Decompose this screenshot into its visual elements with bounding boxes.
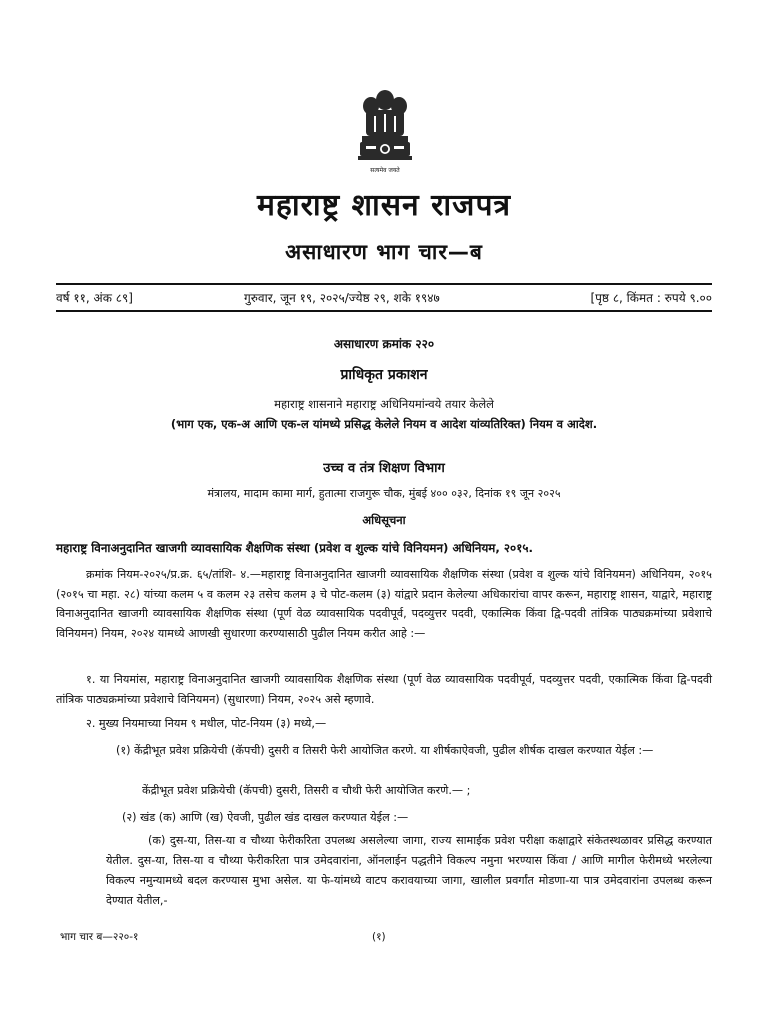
pages-price: [पृष्ठ ८, किंमत : रुपये ९.०० xyxy=(590,291,712,305)
notification-label: अधिसूचना xyxy=(362,513,406,527)
clause-2-line: (२) खंड (क) आणि (ख) ऐवजी, पुढील खंड दाखल करण्यात येईल :— xyxy=(122,811,409,824)
top-rule xyxy=(56,283,712,285)
department-name: उच्च व तंत्र शिक्षण विभाग xyxy=(323,461,445,476)
page-number: (१) xyxy=(372,931,386,943)
publication-subheading-1: महाराष्ट्र शासनाने महाराष्ट्र अधिनियमांन्वये तयार केलेले xyxy=(274,397,494,411)
department-address: मंत्रालय, मादाम कामा मार्ग, हुतात्मा राजगुरू चौक, मुंबई ४०० ०३२, दिनांक १९ जून २०२५ xyxy=(207,487,561,500)
rule-1-paragraph: १. या नियमांस, महाराष्ट्र विनाअनुदानित खाजगी व्यावसायिक शैक्षणिक संस्था (पूर्ण वेळ व्यावसायिक पदवीपूर्व, पदव्युत्तर पदवी, एकात्मिक किंवा द्वि-पदवी तांत्रिक पाठ्यक्रमांच्या प्रवेशाचे विनियमन) (सुधारणा) नियम, २०२५ असे म्हणावे. xyxy=(56,673,712,706)
emblem-motto: सत्यमेव जयते xyxy=(370,167,400,174)
clause-1-paragraph: (१) केंद्रीभूत प्रवेश प्रक्रियेची (कॅपची) दुसरी व तिसरी फेरी आयोजित करणे. या शीर्षकाऐवजी, पुढील शीर्षक दाखल करण्यात येईल :— xyxy=(116,744,654,757)
clause-1-new-heading: केंद्रीभूत प्रवेश प्रक्रियेची (कॅपची) दुसरी, तिसरी व चौथी फेरी आयोजित करणे.— ; xyxy=(142,784,471,797)
gazette-subtitle: असाधारण भाग चार—ब xyxy=(285,240,483,264)
footer-code: भाग चार ब—२२०-१ xyxy=(60,931,139,943)
extraordinary-number: असाधारण क्रमांक २२० xyxy=(333,337,435,351)
bottom-rule xyxy=(56,310,712,312)
issue-date: गुरुवार, जून १९, २०२५/ज्येष्ठ २९, शके १९४७ xyxy=(244,291,440,305)
preamble-paragraph: क्रमांक नियम-२०२५/प्र.क्र. ६५/तांशि- ४.—महाराष्ट्र विनाअनुदानित खाजगी व्यावसायिक शैक्षणिक संस्था (प्रवेश व शुल्क यांचे विनियमन) अधिनियम, २०१५ (२०१५ चा महा. २८) यांच्या कलम ५ व कलम २३ तसेच कलम ३ चे पोट-कलम (३) यांद्वारे प्रदान केलेल्या अधिकारांचा वापर करून, महाराष्ट्र शासन, याद्वारे, महाराष्ट्र विनाअनुदानित खाजगी व्यावसायिक शैक्षणिक संस्था (पूर्ण वेळ व्यावसायिक पदवीपूर्व, पदव्युत्तर पदवी, एकात्मिक किंवा द्वि-पदवी तांत्रिक पाठ्यक्रमांच्या प्रवेशाचे विनियमन) नियम, २०२४ यामध्ये आणखी सुधारणा करण्यासाठी पुढील नियम करीत आहे :— xyxy=(56,568,712,641)
authorized-publication-heading: प्राधिकृत प्रकाशन xyxy=(340,367,428,383)
state-emblem-icon xyxy=(352,86,418,174)
volume-issue: वर्ष ११, अंक ८९] xyxy=(56,291,133,305)
clause-2-a-paragraph: (क) दुस-या, तिस-या व चौथ्या फेरीकरिता उपलब्ध असलेल्या जागा, राज्य सामाईक प्रवेश परीक्षा कक्षाद्वारे संकेतस्थळावर प्रसिद्ध करण्यात येतील. दुस-या, तिस-या व चौथ्या फेरीकरिता पात्र उमेदवारांना, ऑनलाईन पद्धतीने विकल्प नमुना भरण्यास किंवा / आणि मागील फेरीमध्ये भरलेल्या विकल्प नमुन्यामध्ये बदल करण्यास मुभा असेल. या फे-यांमध्ये वाटप करावयाच्या जागा, खालील प्रवर्गांत मोडणा-या पात्र उमेदवारांना उपलब्ध करून देण्यात येतील,- xyxy=(106,834,712,907)
publication-subheading-2: (भाग एक, एक-अ आणि एक-ल यांमध्ये प्रसिद्ध केलेले नियम व आदेश यांव्यतिरिक्त) नियम व आदेश. xyxy=(170,417,598,431)
gazette-title: महाराष्ट्र शासन राजपत्र xyxy=(256,188,512,223)
rule-2-line: २. मुख्य नियमाच्या नियम ९ मधील, पोट-नियम (३) मध्ये,— xyxy=(86,717,327,730)
act-title: महाराष्ट्र विनाअनुदानित खाजगी व्यावसायिक शैक्षणिक संस्था (प्रवेश व शुल्क यांचे विनियमन) अधिनियम, २०१५. xyxy=(56,541,533,555)
